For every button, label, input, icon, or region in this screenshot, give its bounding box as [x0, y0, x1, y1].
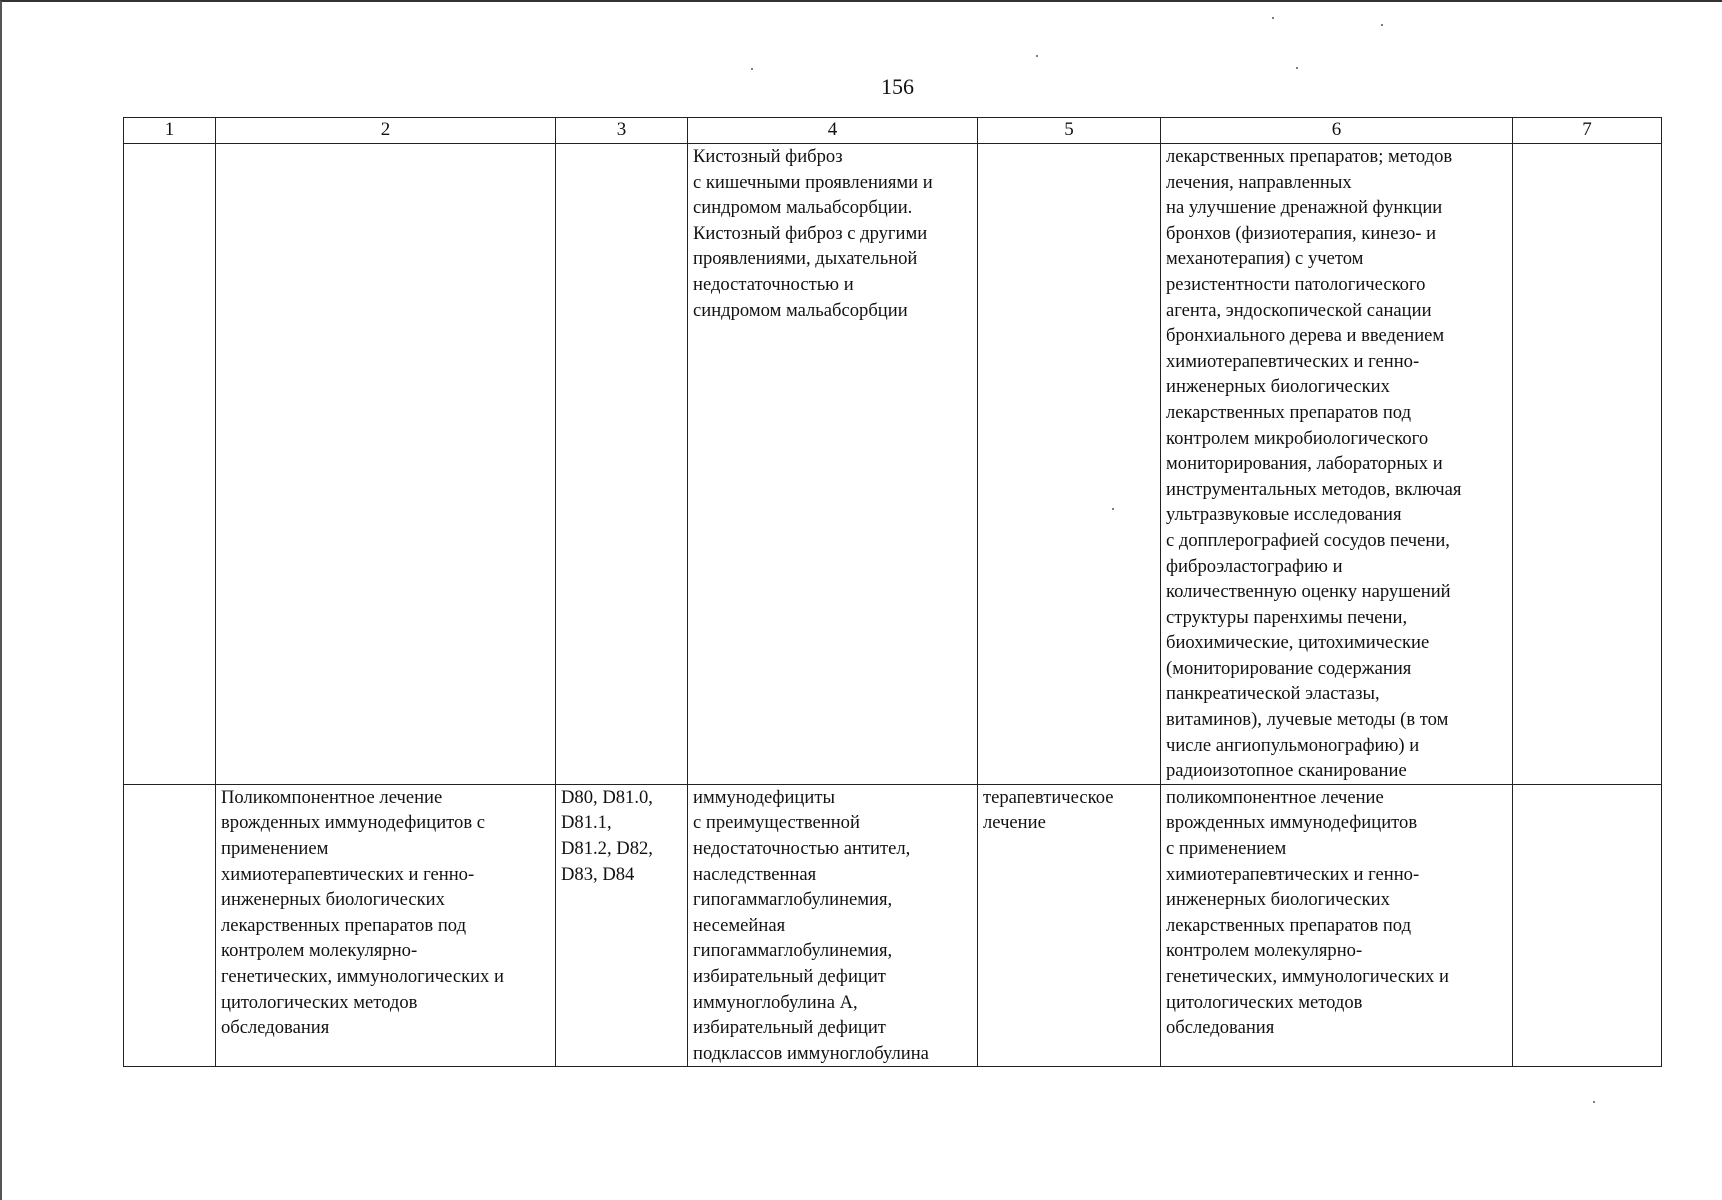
column-header: 7	[1513, 118, 1662, 144]
table-row	[124, 144, 1662, 785]
disease-description-cell: иммунодефициты с преимущественной недостаточностью антител, наследственная гипогаммаглобулинемия, несемейная гипогаммаглобулинемия, избирательный дефицит иммуноглобулина A, избирательный дефицит подклассов иммуноглобулина	[688, 784, 978, 1067]
column-header: 6	[1161, 118, 1513, 144]
column-header: 1	[124, 118, 216, 144]
treatment-type-cell: терапевтическое лечение	[978, 784, 1161, 1067]
disease-description-cell: Кистозный фиброз с кишечными проявлениями и синдромом мальабсорбции. Кистозный фиброз с другими проявлениями, дыхательной недостаточностью и синдромом мальабсорбции	[688, 144, 978, 785]
scan-speck	[751, 68, 753, 70]
table-cell	[216, 144, 556, 785]
scan-speck	[1272, 17, 1274, 19]
scan-speck	[1381, 24, 1383, 26]
icd-codes-cell: D80, D81.0, D81.1, D81.2, D82, D83, D84	[556, 784, 688, 1067]
document-table	[123, 117, 1662, 1067]
table-cell	[1513, 144, 1662, 785]
column-header: 4	[688, 118, 978, 144]
table-cell	[124, 144, 216, 785]
treatment-methods-cell: поликомпонентное лечение врожденных иммунодефицитов с применением химиотерапевтических и генно- инженерных биологических лекарственных препаратов под контролем молекулярно- генетических, иммунологических и цитологических методов обследования	[1161, 784, 1513, 1067]
scan-speck	[1296, 67, 1298, 69]
page-number: 156	[881, 74, 914, 99]
table-header-row	[124, 118, 1662, 144]
table-cell	[978, 144, 1161, 785]
scan-speck	[1036, 55, 1038, 57]
column-header: 2	[216, 118, 556, 144]
table-cell	[124, 784, 216, 1067]
table-cell	[556, 144, 688, 785]
care-type-cell: Поликомпонентное лечение врожденных иммунодефицитов с применением химиотерапевтических и генно- инженерных биологических лекарственных препаратов под контролем молекулярно- генетических, иммунологических и цитологических методов обследования	[216, 784, 556, 1067]
treatment-methods-cell: лекарственных препаратов; методов лечения, направленных на улучшение дренажной функции бронхов (физиотерапия, кинезо- и механотерапия) с учетом резистентности патологического агента, эндоскопической санации бронхиального дерева и введением химиотерапевтических и генно- инженерных биологических лекарственных препаратов под контролем микробиологического мониторирования, лабораторных и инструментальных методов, включая ультразвуковые исследования с допплерографией сосудов печени, фиброэластографию и количественную оценку нарушений структуры паренхимы печени, биохимические, цитохимические (мониторирование содержания панкреатической эластазы, витаминов), лучевые методы (в том числе ангиопульмонографию) и радиоизотопное сканирование	[1161, 144, 1513, 785]
table-cell	[1513, 784, 1662, 1067]
column-header: 5	[978, 118, 1161, 144]
table-row	[124, 784, 1662, 1067]
column-header: 3	[556, 118, 688, 144]
scan-speck	[1593, 1101, 1595, 1103]
